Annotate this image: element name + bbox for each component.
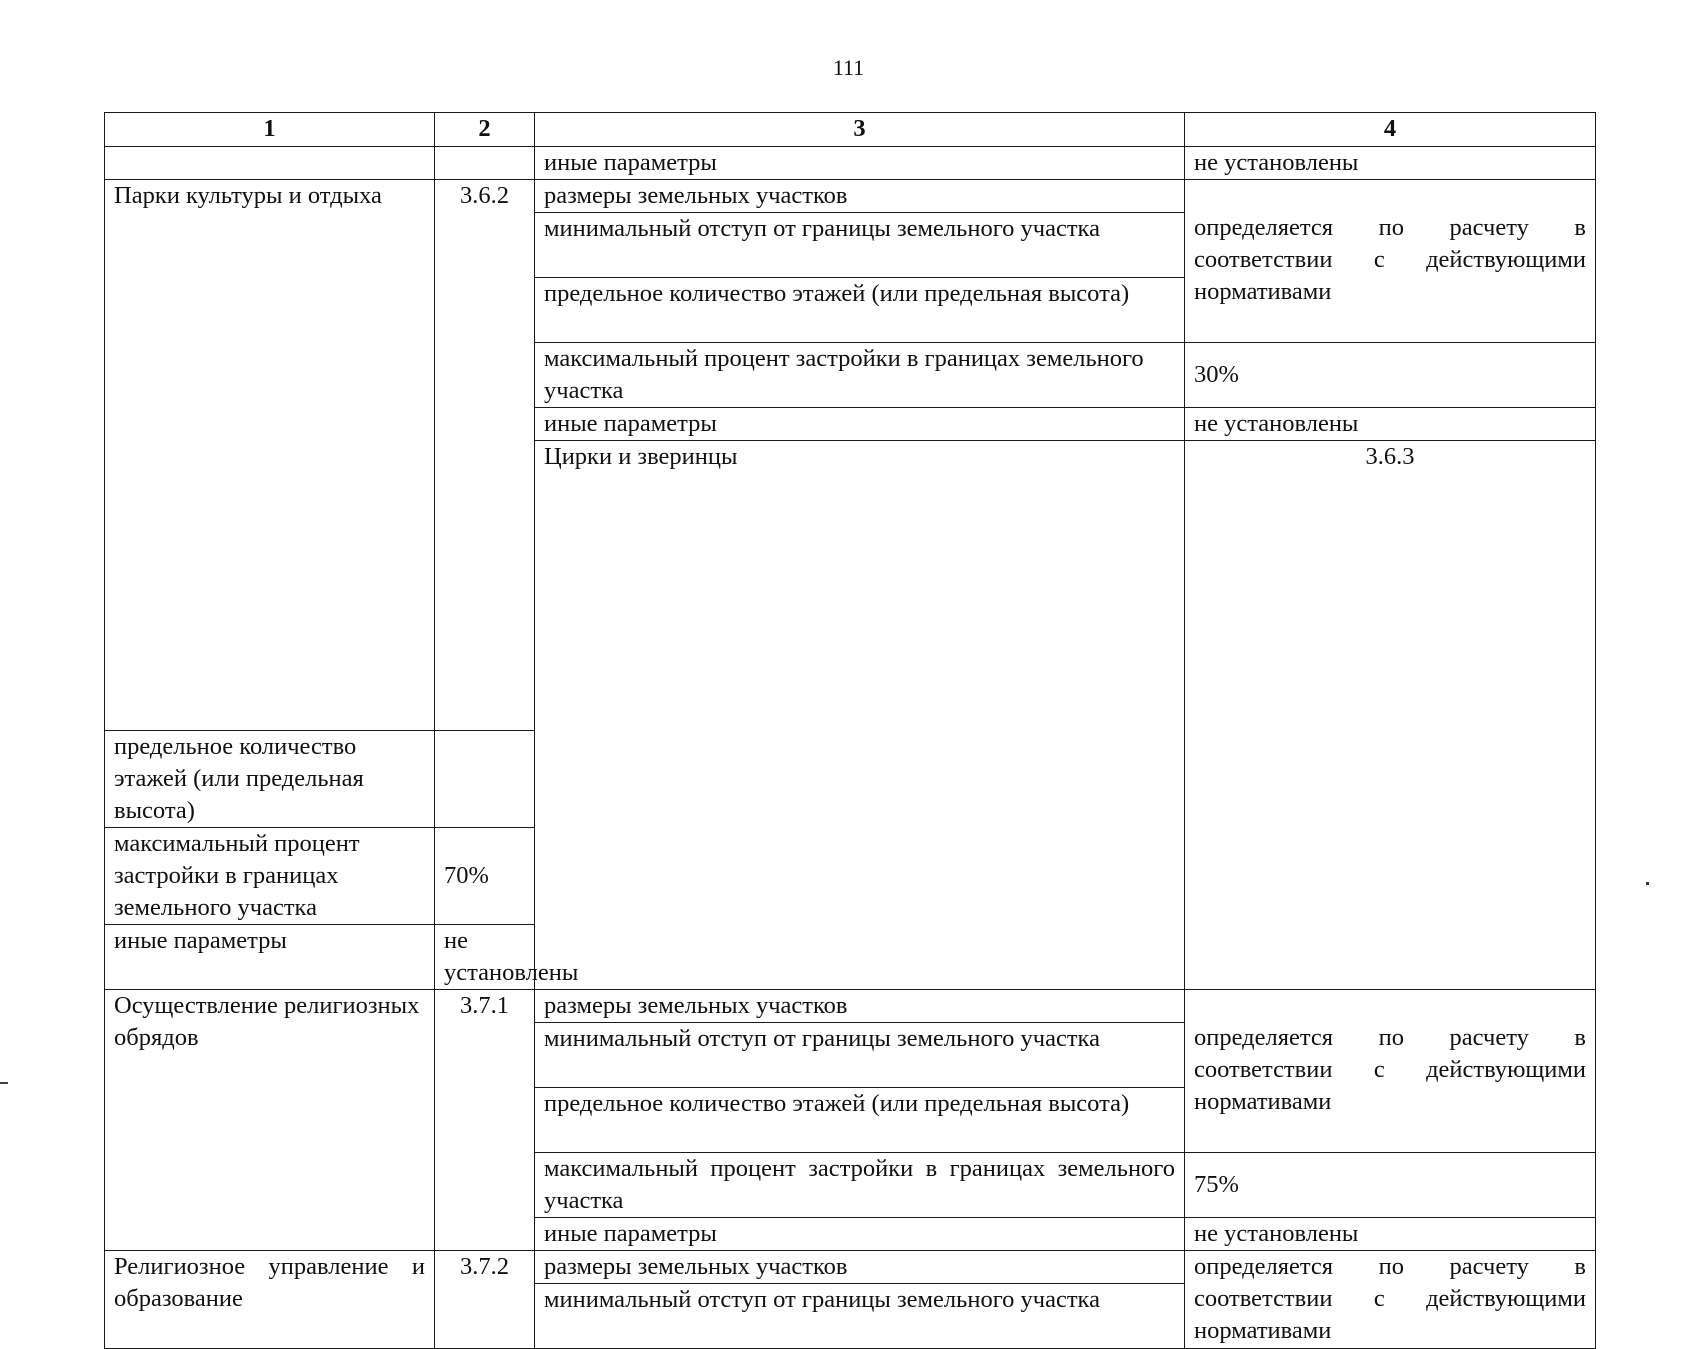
scan-artifact [1646, 882, 1649, 885]
parameter-cell: размеры земельных участков [535, 990, 1185, 1023]
parameter-cell: минимальный отступ от границы земельного участка [535, 213, 1185, 278]
parameter-cell: размеры земельных участков [535, 180, 1185, 213]
table-row [105, 1251, 1596, 1284]
value-cell: не установлены [1185, 147, 1596, 180]
parameter-cell: максимальный процент застройки в границах земельного участка [535, 343, 1185, 408]
use-name-cell: Религиозное управление и образование [105, 1251, 435, 1349]
value-cell: 30% [1185, 343, 1596, 408]
parameter-cell: иные параметры [535, 1218, 1185, 1251]
value-cell: 70% [435, 828, 535, 925]
use-code-cell [435, 147, 535, 180]
scan-artifact [0, 1082, 8, 1084]
header-cell: 1 [105, 113, 435, 147]
parameter-cell: иные параметры [535, 147, 1185, 180]
value-cell: не установлены [1185, 408, 1596, 441]
header-cell: 4 [1185, 113, 1596, 147]
parameter-cell: максимальный процент застройки в границах земельного участка [535, 1153, 1185, 1218]
value-cell: определяется по расчету в соответствии с действующими нормативами [1185, 990, 1596, 1153]
use-code-cell: 3.7.2 [435, 1251, 535, 1349]
value-cell: определяется по расчету в соответствии с действующими нормативами [1185, 180, 1596, 343]
parameter-cell: предельное количество этажей (или предельная высота) [535, 278, 1185, 343]
parameter-cell: размеры земельных участков [535, 1251, 1185, 1284]
table-row [105, 180, 1596, 213]
regulations-table [104, 112, 1596, 1349]
header-cell: 3 [535, 113, 1185, 147]
parameter-cell: максимальный процент застройки в границах земельного участка [105, 828, 435, 925]
use-code-cell: 3.7.1 [435, 990, 535, 1251]
table-row [105, 990, 1596, 1023]
parameter-cell: иные параметры [105, 925, 435, 990]
use-code-cell: 3.6.2 [435, 180, 535, 731]
page-number: 111 [832, 55, 865, 80]
parameter-cell: предельное количество этажей (или предельная высота) [105, 731, 435, 828]
use-code-cell: 3.6.3 [1185, 441, 1596, 990]
header-row [105, 113, 1596, 147]
use-name-cell: Осуществление религиозных обрядов [105, 990, 435, 1251]
use-name-cell [105, 147, 435, 180]
value-cell: 75% [1185, 1153, 1596, 1218]
parameter-cell: предельное количество этажей (или предельная высота) [535, 1088, 1185, 1153]
header-cell: 2 [435, 113, 535, 147]
use-name-cell: Цирки и зверинцы [535, 441, 1185, 990]
value-cell: не установлены [435, 925, 535, 990]
use-name-cell: Парки культуры и отдыха [105, 180, 435, 731]
value-cell: не установлены [1185, 1218, 1596, 1251]
table-row [105, 147, 1596, 180]
value-cell: определяется по расчету в соответствии с действующими нормативами [1185, 1251, 1596, 1349]
parameter-cell: минимальный отступ от границы земельного участка [535, 1284, 1185, 1349]
parameter-cell: иные параметры [535, 408, 1185, 441]
parameter-cell: минимальный отступ от границы земельного участка [535, 1023, 1185, 1088]
